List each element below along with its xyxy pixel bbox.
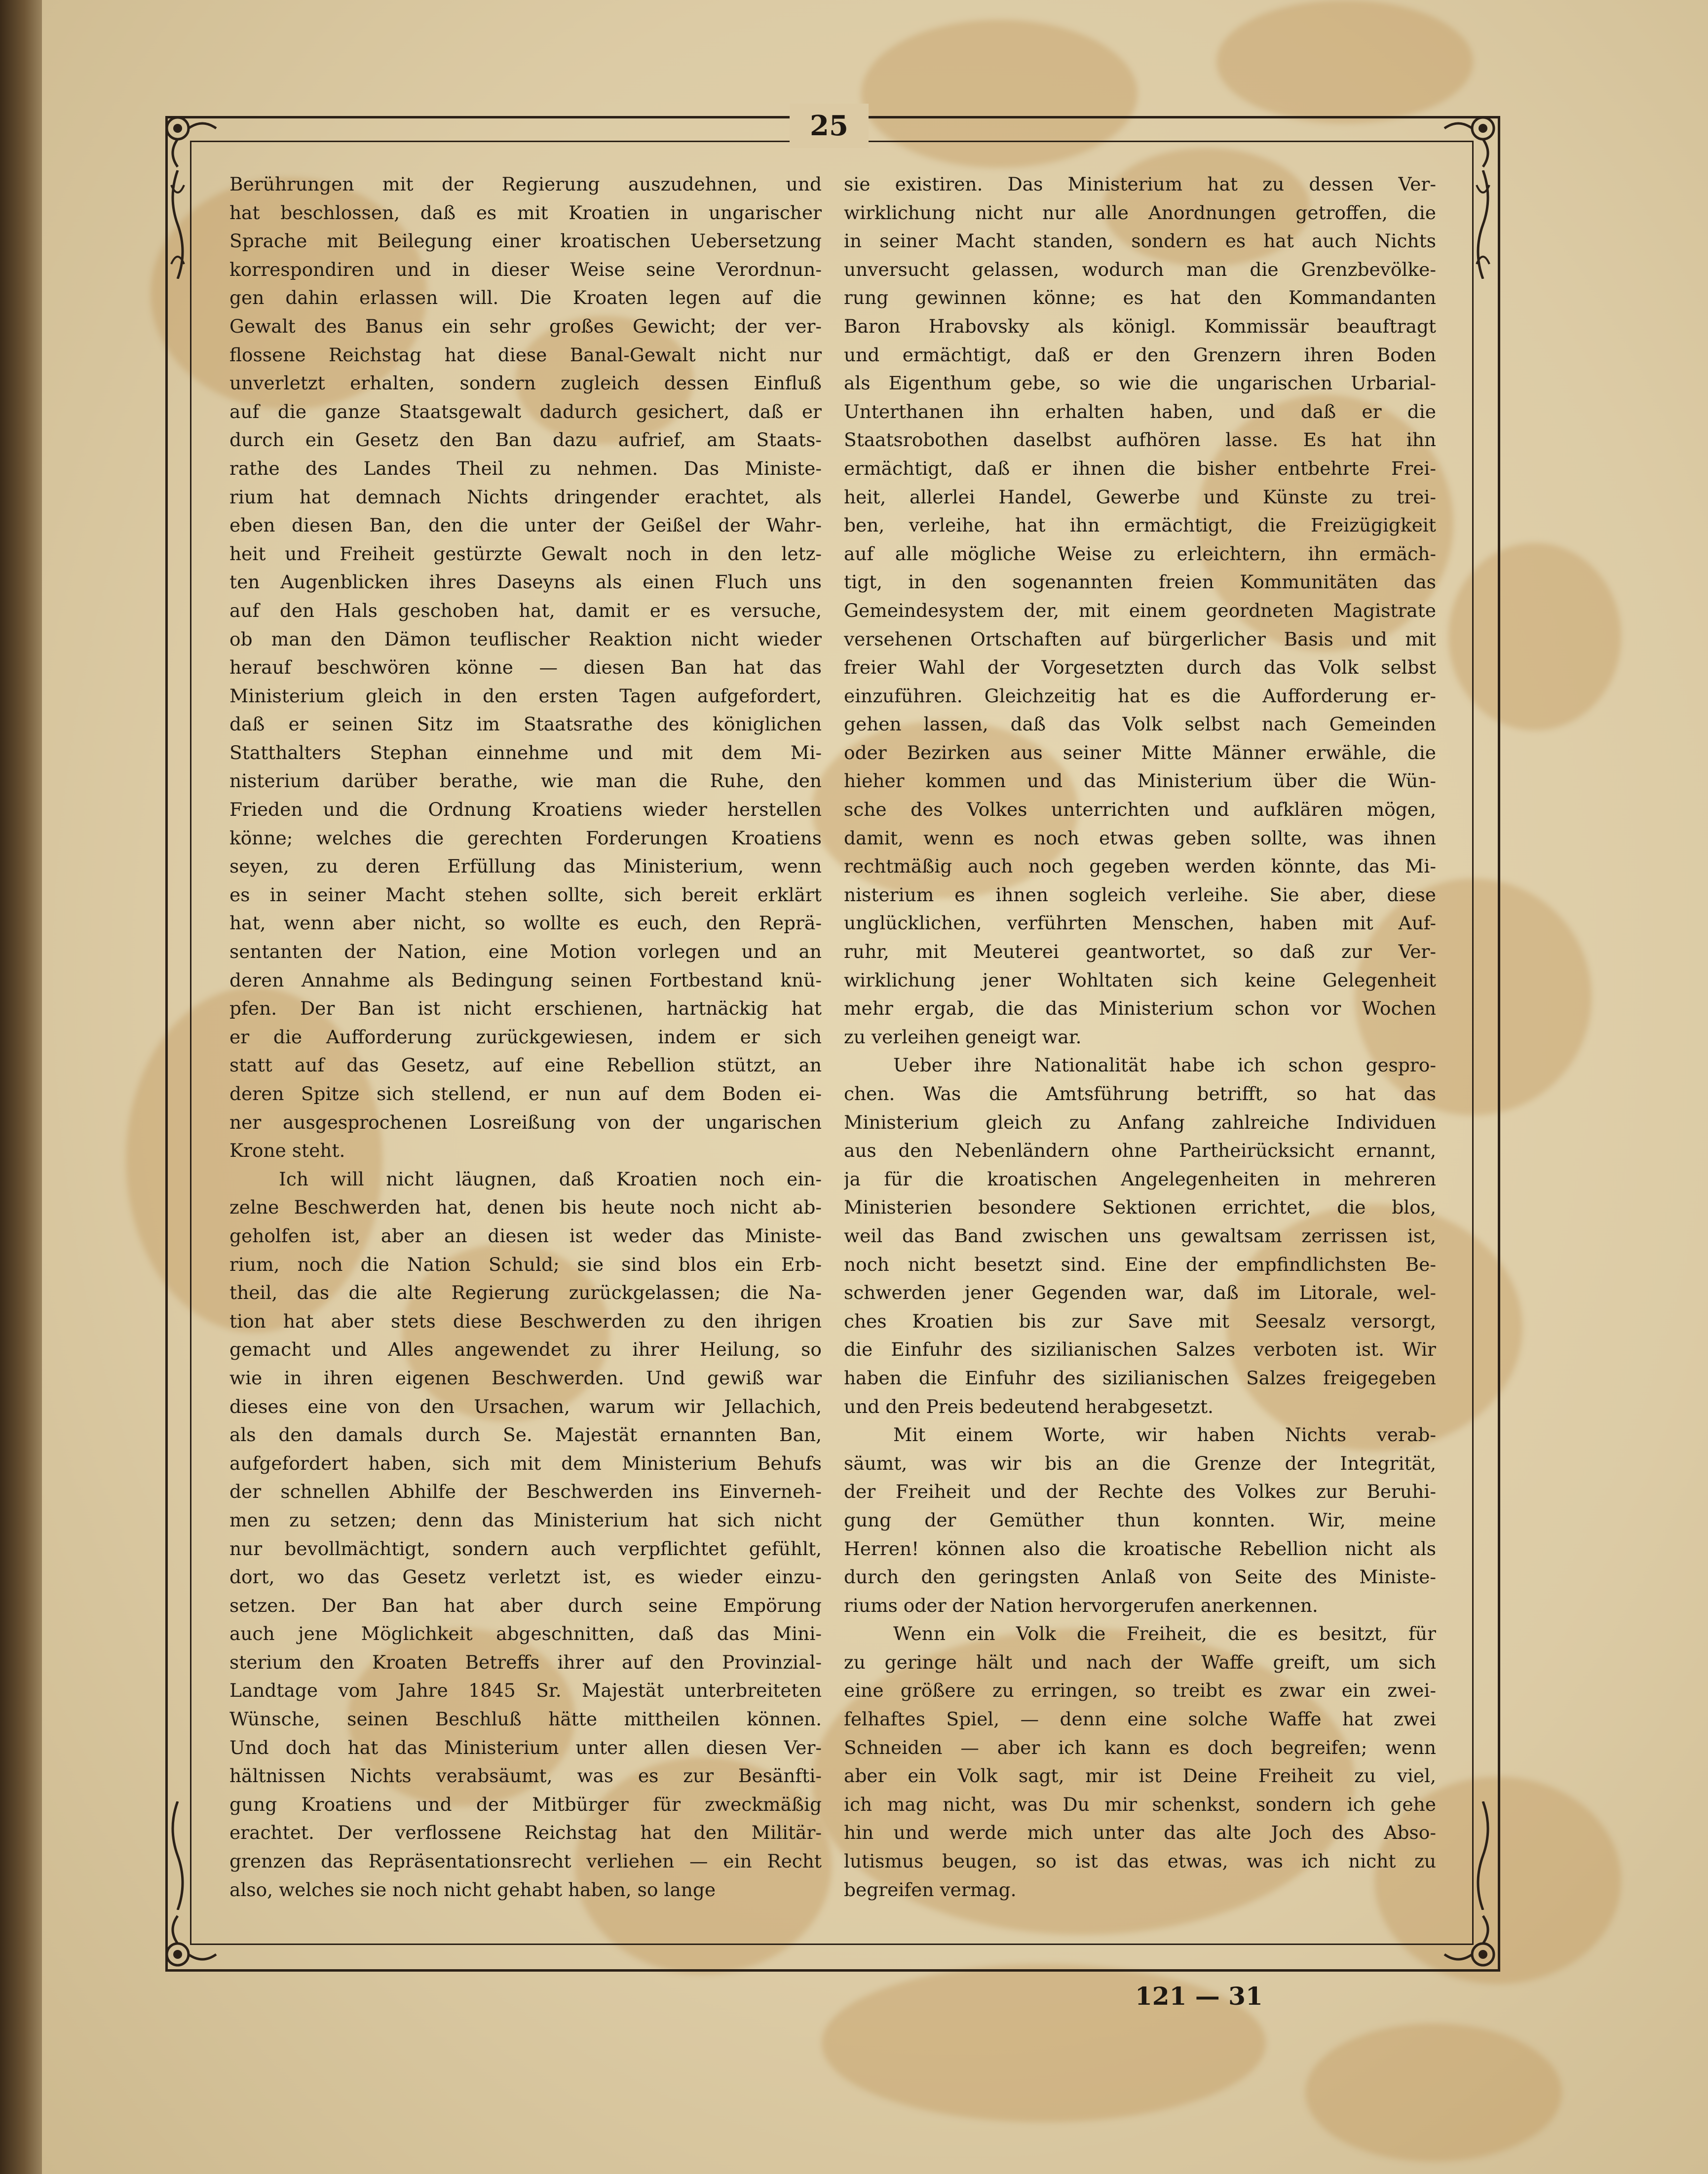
text-line: ruhr, mit Meuterei geantwortet, so daß zur Ver- (844, 941, 1436, 963)
text-line: wie in ihren eigenen Beschwerden. Und gewiß war (229, 1367, 822, 1389)
text-line: gemacht und Alles angewendet zu ihrer Heilung, so (229, 1338, 822, 1361)
stain (1305, 2023, 1562, 2162)
text-line: nisterium es ihnen sogleich verleihe. Sie aber, diese (844, 883, 1436, 906)
text-line: statt auf das Gesetz, auf eine Rebellion stützt, an (229, 1054, 822, 1076)
printer-signature: 121 — 31 (1135, 1982, 1263, 2011)
text-line: dort, wo das Gesetz verletzt ist, es wieder einzu- (229, 1566, 822, 1588)
text-line: aber ein Volk sagt, mir ist Deine Freiheit zu viel, (844, 1765, 1436, 1787)
text-line: Ministerium gleich in den ersten Tagen aufgefordert, (229, 685, 822, 707)
text-column-right (844, 170, 1436, 1904)
text-line: Ministerium gleich zu Anfang zahlreiche Individuen (844, 1111, 1436, 1133)
side-ornament-right (1471, 170, 1495, 279)
text-line: seyen, zu deren Erfüllung das Ministerium, wenn (229, 855, 822, 877)
text-line: nisterium darüber berathe, wie man die Ruhe, den (229, 770, 822, 792)
text-line: gen dahin erlassen will. Die Kroaten legen auf die (229, 287, 822, 309)
text-line: die Einfuhr des sizilianischen Salzes verboten ist. Wir (844, 1338, 1436, 1361)
text-line: und den Preis bedeutend herabgesetzt. (844, 1395, 1214, 1417)
text-line: noch nicht besetzt sind. Eine der empfindlichsten Be- (844, 1253, 1436, 1275)
text-line: auf alle mögliche Weise zu erleichtern, ihn ermäch- (844, 542, 1436, 565)
text-line: sche des Volkes unterrichten und aufklären mögen, (844, 799, 1436, 821)
text-line: Baron Hrabovsky als königl. Kommissär beauftragt (844, 315, 1436, 337)
text-line: als Eigenthum gebe, so wie die ungarischen Urbarial- (844, 372, 1436, 394)
text-line: rium hat demnach Nichts dringender erachtet, als (229, 486, 822, 508)
corner-ornament-bottom-right (1443, 1915, 1503, 1974)
text-line: ich mag nicht, was Du mir schenkst, sondern ich gehe (844, 1793, 1436, 1815)
text-line: deren Spitze sich stellend, er nun auf dem Boden ei- (229, 1083, 822, 1105)
text-line: rathe des Landes Theil zu nehmen. Das Ministe- (229, 457, 822, 479)
text-line: ner ausgesprochenen Losreißung von der ungarischen (229, 1111, 822, 1133)
text-line: Gewalt des Banus ein sehr großes Gewicht; der ver- (229, 315, 822, 337)
text-line: ob man den Dämon teuflischer Reaktion nicht wieder (229, 628, 822, 650)
text-line: durch den geringsten Anlaß von Seite des Ministe- (844, 1566, 1436, 1588)
text-line: zelne Beschwerden hat, denen bis heute noch nicht ab- (229, 1196, 822, 1219)
text-line: Landtage vom Jahre 1845 Sr. Majestät unterbreiteten (229, 1679, 822, 1702)
text-line: ermächtigt, daß er ihnen die bisher entbehrte Frei- (844, 457, 1436, 479)
text-line: rung gewinnen könne; es hat den Kommandanten (844, 287, 1436, 309)
text-line: hältnissen Nichts verabsäumt, was es zur Besänfti- (229, 1765, 822, 1787)
text-line: erachtet. Der verflossene Reichstag hat den Militär- (229, 1822, 822, 1844)
text-line: durch ein Gesetz den Ban dazu aufrief, am Staats- (229, 429, 822, 451)
text-line: ja für die kroatischen Angelegenheiten in mehreren (844, 1168, 1436, 1190)
side-ornament-right-bottom (1471, 1801, 1495, 1910)
text-line: rium, noch die Nation Schuld; sie sind blos ein Erb- (229, 1253, 822, 1275)
text-line: begreifen vermag. (844, 1878, 1017, 1901)
text-line: Berührungen mit der Regierung auszudehnen, und (229, 173, 822, 195)
text-line: und ermächtigt, daß er den Grenzern ihren Boden (844, 343, 1436, 366)
corner-ornament-bottom-left (158, 1915, 217, 1974)
text-line: zu verleihen geneigt war. (844, 1026, 1082, 1048)
text-line: auf den Hals geschoben hat, damit er es versuche, (229, 599, 822, 621)
text-line: auch jene Möglichkeit abgeschnitten, daß das Mini- (229, 1623, 822, 1645)
text-line: der schnellen Abhilfe der Beschwerden ins Einverneh- (229, 1481, 822, 1503)
text-line: Unterthanen ihn erhalten haben, und daß er die (844, 400, 1436, 422)
text-line: gung der Gemüther thun konnten. Wir, meine (844, 1509, 1436, 1531)
text-line: flossene Reichstag hat diese Banal-Gewalt nicht nur (229, 343, 822, 366)
text-line: dieses eine von den Ursachen, warum wir Jellachich, (229, 1395, 822, 1417)
text-line: men zu setzen; denn das Ministerium hat sich nicht (229, 1509, 822, 1531)
text-line: als den damals durch Se. Majestät ernannten Ban, (229, 1424, 822, 1446)
text-line: ten Augenblicken ihres Daseyns als einen Fluch uns (229, 571, 822, 593)
text-line: Krone steht. (229, 1140, 345, 1162)
text-line: einzuführen. Gleichzeitig hat es die Aufforderung er- (844, 685, 1436, 707)
text-line: tion hat aber stets diese Beschwerden zu den ihrigen (229, 1310, 822, 1332)
text-line: riums oder der Nation hervorgerufen anerkennen. (844, 1594, 1318, 1616)
text-line: daß er seinen Sitz im Staatsrathe des königlichen (229, 713, 822, 735)
text-line: damit, wenn es noch etwas geben sollte, was ihnen (844, 827, 1436, 849)
text-line: zu geringe hält und nach der Waffe greift, um sich (844, 1651, 1436, 1673)
side-ornament-left-bottom (165, 1801, 190, 1910)
text-line: freier Wahl der Vorgesetzten durch das Volk selbst (844, 656, 1436, 679)
text-line: Wünsche, seinen Beschluß hätte mittheilen können. (229, 1708, 822, 1730)
text-line: korrespondiren und in dieser Weise seine Verordnun- (229, 258, 822, 280)
side-ornament-left (165, 170, 190, 279)
text-line: gung Kroatiens und der Mitbürger für zweckmäßig (229, 1793, 822, 1815)
text-line: Schneiden — aber ich kann es doch begreifen; wenn (844, 1736, 1436, 1758)
text-line: oder Bezirken aus seiner Mitte Männer erwähle, die (844, 741, 1436, 763)
text-line: felhaftes Spiel, — denn eine solche Waffe hat zwei (844, 1708, 1436, 1730)
text-line: Ueber ihre Nationalität habe ich schon gespro- (893, 1054, 1436, 1076)
text-line: der Freiheit und der Rechte des Volkes zur Beruhi- (844, 1481, 1436, 1503)
text-line: nur bevollmächtigt, sondern auch verpflichtet gefühlt, (229, 1537, 822, 1560)
text-line: ches Kroatien bis zur Save mit Seesalz versorgt, (844, 1310, 1436, 1332)
text-line: weil das Band zwischen uns gewaltsam zerrissen ist, (844, 1224, 1436, 1247)
text-line: hat beschlossen, daß es mit Kroatien in ungarischer (229, 201, 822, 224)
text-line: chen. Was die Amtsführung betrifft, so hat das (844, 1083, 1436, 1105)
text-line: unverletzt erhalten, sondern zugleich dessen Einfluß (229, 372, 822, 394)
text-line: grenzen das Repräsentationsrecht verliehen — ein Recht (229, 1850, 822, 1872)
text-line: könne; welches die gerechten Forderungen Kroatiens (229, 827, 822, 849)
text-line: geholfen ist, aber an diesen ist weder das Ministe- (229, 1224, 822, 1247)
text-line: schwerden jener Gegenden war, daß im Litorale, wel- (844, 1282, 1436, 1304)
text-line: eben diesen Ban, den die unter der Geißel der Wahr- (229, 514, 822, 536)
text-line: Staatsrobothen daselbst aufhören lasse. Es hat ihn (844, 429, 1436, 451)
text-line: säumt, was wir bis an die Grenze der Integrität, (844, 1452, 1436, 1474)
text-line: er die Aufforderung zurückgewiesen, indem er sich (229, 1026, 822, 1048)
text-line: rechtmäßig auch noch gegeben werden könnte, das Mi- (844, 855, 1436, 877)
text-line: es in seiner Macht stehen sollte, sich bereit erklärt (229, 883, 822, 906)
text-line: auf die ganze Staatsgewalt dadurch gesichert, daß er (229, 400, 822, 422)
text-line: Mit einem Worte, wir haben Nichts verab- (893, 1424, 1436, 1446)
text-line: in seiner Macht standen, sondern es hat auch Nichts (844, 230, 1436, 252)
text-line: gehen lassen, daß das Volk selbst nach Gemeinden (844, 713, 1436, 735)
text-line: haben die Einfuhr des sizilianischen Salzes freigegeben (844, 1367, 1436, 1389)
text-line: sterium den Kroaten Betreffs ihrer auf den Provinzial- (229, 1651, 822, 1673)
text-line: Statthalters Stephan einnehme und mit dem Mi- (229, 741, 822, 763)
text-line: hin und werde mich unter das alte Joch des Abso- (844, 1822, 1436, 1844)
text-line: hieher kommen und das Ministerium über die Wün- (844, 770, 1436, 792)
stain (1216, 0, 1473, 123)
text-line: wirklichung nicht nur alle Anordnungen getroffen, die (844, 201, 1436, 224)
text-line: theil, das die alte Regierung zurückgelassen; die Na- (229, 1282, 822, 1304)
text-line: mehr ergab, die das Ministerium schon vor Wochen (844, 997, 1436, 1020)
text-line: ben, verleihe, hat ihn ermächtigt, die Freizügigkeit (844, 514, 1436, 536)
text-line: Sprache mit Beilegung einer kroatischen Uebersetzung (229, 230, 822, 252)
page-number: 25 (790, 104, 869, 148)
text-line: sie existiren. Das Ministerium hat zu dessen Ver- (844, 173, 1436, 195)
text-line: herauf beschwören könne — diesen Ban hat das (229, 656, 822, 679)
text-line: Ministerien besondere Sektionen errichtet, die blos, (844, 1196, 1436, 1219)
text-line: wirklichung jener Wohltaten sich keine Gelegenheit (844, 969, 1436, 991)
text-line: unversucht gelassen, wodurch man die Grenzbevölke- (844, 258, 1436, 280)
text-line: lutismus beugen, so ist das etwas, was ich nicht zu (844, 1850, 1436, 1872)
text-line: also, welches sie noch nicht gehabt haben, so lange (229, 1878, 716, 1901)
text-line: eine größere zu erringen, so treibt es zwar ein zwei- (844, 1679, 1436, 1702)
text-column-left (229, 170, 822, 1904)
text-line: versehenen Ortschaften auf bürgerlicher Basis und mit (844, 628, 1436, 650)
text-line: Ich will nicht läugnen, daß Kroatien noch ein- (279, 1168, 822, 1190)
text-line: aufgefordert haben, sich mit dem Ministerium Behufs (229, 1452, 822, 1474)
text-line: Und doch hat das Ministerium unter allen diesen Ver- (229, 1736, 822, 1758)
corner-ornament-top-left (158, 109, 217, 168)
text-line: tigt, in den sogenannten freien Kommunitäten das (844, 571, 1436, 593)
text-line: unglücklichen, verführten Menschen, haben mit Auf- (844, 912, 1436, 934)
text-line: Herren! können also die kroatische Rebellion nicht als (844, 1537, 1436, 1560)
text-line: Gemeindesystem der, mit einem geordneten Magistrate (844, 599, 1436, 621)
text-line: Wenn ein Volk die Freiheit, die es besitzt, für (893, 1623, 1436, 1645)
text-line: pfen. Der Ban ist nicht erschienen, hartnäckig hat (229, 997, 822, 1020)
corner-ornament-top-right (1443, 109, 1503, 168)
text-line: setzen. Der Ban hat aber durch seine Empörung (229, 1594, 822, 1616)
text-line: sentanten der Nation, eine Motion vorlegen und an (229, 941, 822, 963)
text-line: hat, wenn aber nicht, so wollte es euch, den Reprä- (229, 912, 822, 934)
text-line: deren Annahme als Bedingung seinen Fortbestand knü- (229, 969, 822, 991)
text-line: heit und Freiheit gestürzte Gewalt noch in den letz- (229, 542, 822, 565)
text-line: aus den Nebenländern ohne Partheirücksicht ernannt, (844, 1140, 1436, 1162)
text-line: heit, allerlei Handel, Gewerbe und Künste zu trei- (844, 486, 1436, 508)
text-line: Frieden und die Ordnung Kroatiens wieder herstellen (229, 799, 822, 821)
